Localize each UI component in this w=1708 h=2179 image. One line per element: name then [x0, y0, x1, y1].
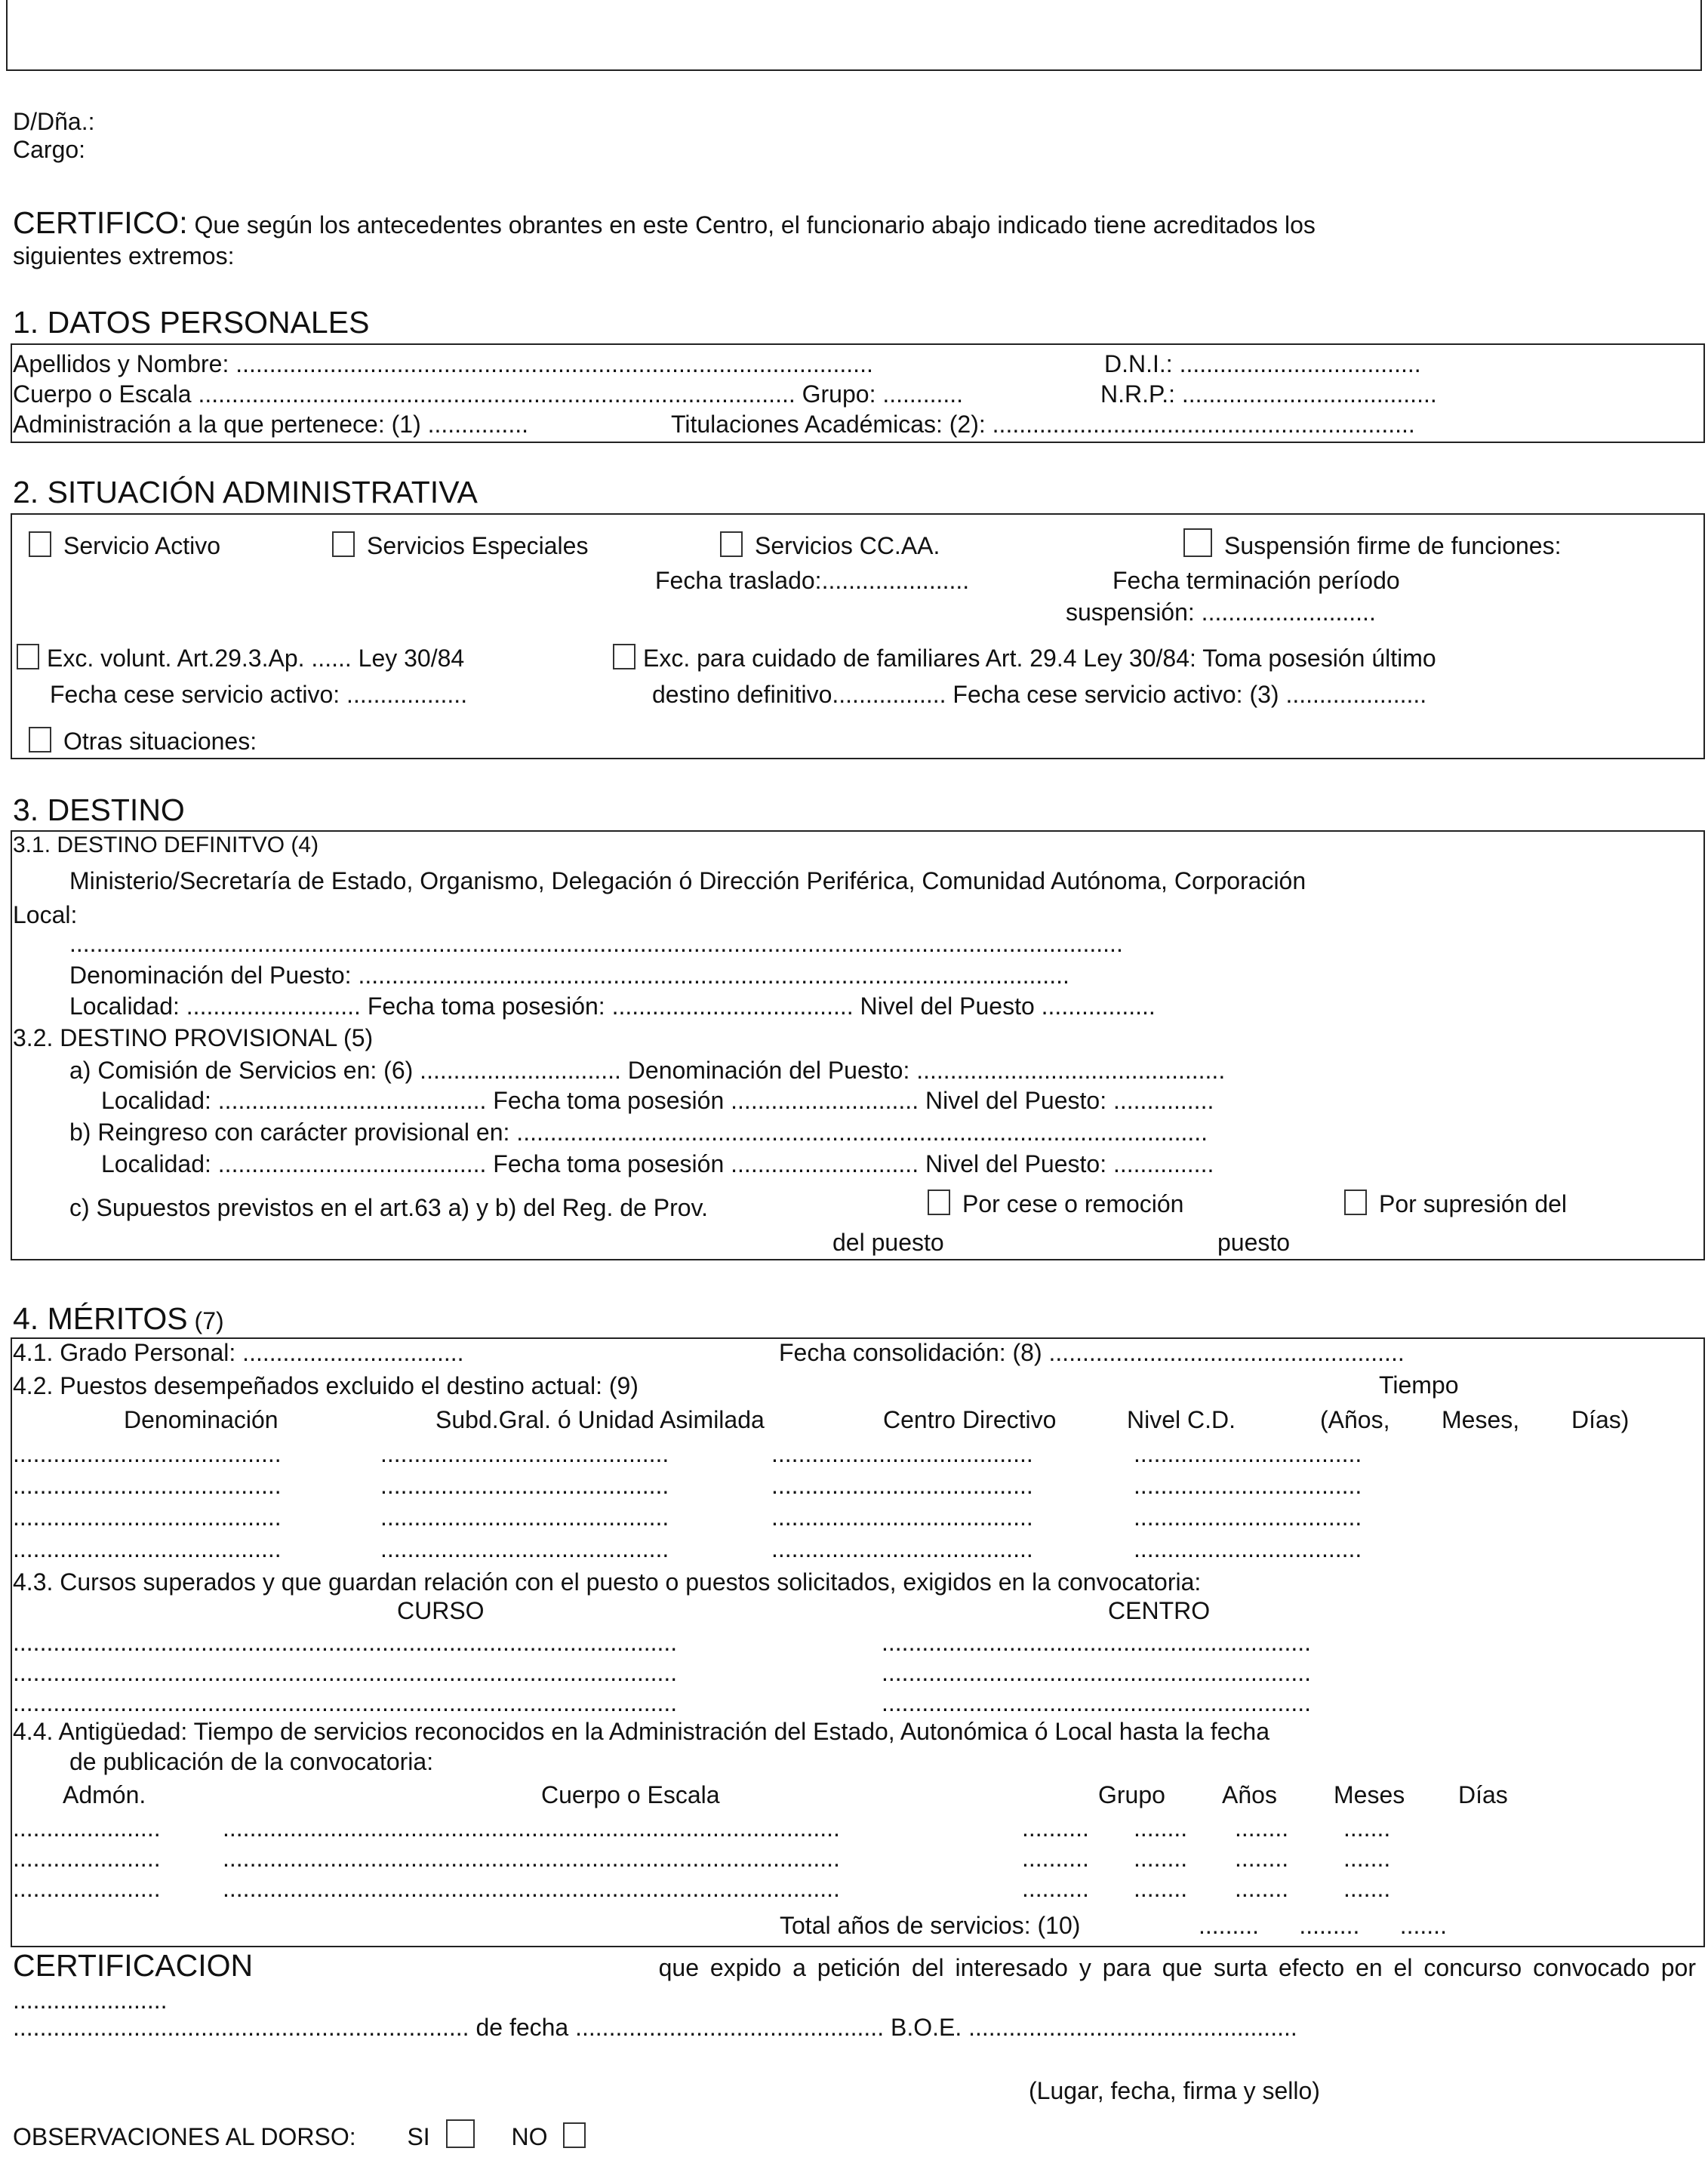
certificacion-text: que expido a petición del interesado y para que surta efecto en el concurso convocado por: [658, 1954, 1696, 1981]
checkbox[interactable]: [1183, 528, 1212, 557]
fill-line[interactable]: ..................................: [1134, 1535, 1362, 1562]
fill-line[interactable]: ..........: [1022, 1875, 1089, 1902]
observaciones-label: OBSERVACIONES AL DORSO:: [13, 2123, 356, 2150]
fill-line[interactable]: ...................................................................................................: [13, 1659, 678, 1686]
checkbox[interactable]: [17, 644, 39, 669]
fill-line[interactable]: ...................................................................................................: [13, 1689, 678, 1716]
comision-localidad: Localidad: ........................................ Fecha toma posesión ............................ Nivel del Puesto: ...............: [101, 1087, 1214, 1114]
fecha-traslado: Fecha traslado:......................: [655, 567, 970, 594]
tiempo-label: Tiempo: [1379, 1371, 1459, 1399]
certificacion-line: [13, 1950, 1696, 1981]
opt-servicios-ccaa[interactable]: [720, 531, 940, 558]
curso-header: CURSO: [397, 1597, 485, 1624]
opt-servicios-especiales[interactable]: [332, 531, 588, 558]
comision-servicios: a) Comisión de Servicios en: (6) .............................. Denominación del Puesto: ..............................................: [69, 1057, 1226, 1084]
certifico-text: Que según los antecedentes obrantes en este Centro, el funcionario abajo indicado tiene acreditados los: [194, 211, 1316, 239]
col-centro: Centro Directivo: [883, 1406, 1057, 1433]
exc2-destino: destino definitivo................. Fecha cese servicio activo: (3) .....................: [652, 681, 1427, 708]
opt-otras-situaciones[interactable]: [29, 727, 257, 753]
reingreso: b) Reingreso con carácter provisional en: .......................................................................................................: [69, 1119, 1208, 1146]
checkbox[interactable]: [720, 531, 743, 557]
fecha-consolidacion: Fecha consolidación: (8) .....................................................: [779, 1339, 1405, 1366]
fill-line[interactable]: ......................: [13, 1845, 161, 1872]
s1-cuerpo: Cuerpo o Escala ......................................................................................... Grupo: ............: [13, 380, 964, 408]
certifico-word: CERTIFICO:: [13, 205, 188, 240]
fill-line[interactable]: ........: [1235, 1814, 1289, 1842]
fill-line[interactable]: ..................................: [1134, 1503, 1362, 1531]
puestos-desempenados: 4.2. Puestos desempeñados excluido el destino actual: (9): [13, 1372, 639, 1399]
fill-line[interactable]: ........................................: [13, 1472, 282, 1499]
opt-label: Exc. volunt. Art.29.3.Ap. ...... Ley 30/84: [47, 645, 465, 672]
fill-line[interactable]: ........: [1235, 1875, 1289, 1902]
opt-servicio-activo[interactable]: [29, 531, 220, 558]
cursos-superados: 4.3. Cursos superados y que guardan relación con el puesto o puestos solicitados, exigidos en la convocatoria:: [13, 1568, 1202, 1596]
fill-line[interactable]: ........: [1134, 1814, 1188, 1842]
checkbox[interactable]: [29, 531, 51, 557]
fill-line[interactable]: ............................................................................................: [223, 1875, 840, 1902]
antiguedad-2: de publicación de la convocatoria:: [69, 1748, 434, 1775]
col44-cuerpo: Cuerpo o Escala: [541, 1781, 720, 1808]
fill-line[interactable]: .......: [1343, 1814, 1391, 1842]
top-header-box: [6, 0, 1702, 71]
puesto: puesto: [1217, 1229, 1291, 1256]
fill-line[interactable]: ...................................................................................................: [13, 1629, 678, 1656]
opt-suspension[interactable]: [1183, 528, 1561, 558]
section-4-title-text: 4. MÉRITOS: [13, 1301, 188, 1336]
fill-line[interactable]: ..................................: [1134, 1472, 1362, 1499]
fill-line[interactable]: ............................................................................................: [223, 1814, 840, 1842]
fill-line[interactable]: .......................................: [771, 1472, 1033, 1499]
fill-line[interactable]: ...........................................: [380, 1440, 669, 1467]
checkbox[interactable]: [928, 1190, 950, 1215]
destino-line: .............................................................................................................................................................: [69, 930, 1123, 957]
lugar-fecha-firma: (Lugar, fecha, firma y sello): [1029, 2077, 1320, 2104]
fill-line[interactable]: .......................................: [771, 1535, 1033, 1562]
s1-titulaciones: Titulaciones Académicas: (2): ...............................................................: [671, 411, 1415, 438]
col-meses: Meses,: [1442, 1406, 1520, 1433]
section-3-title: 3. DESTINO: [13, 793, 185, 827]
section-2-title: 2. SITUACIÓN ADMINISTRATIVA: [13, 475, 478, 509]
opt-exc-voluntaria[interactable]: [17, 644, 464, 670]
opt-label: Servicios CC.AA.: [755, 532, 940, 559]
opt-cese-remocion[interactable]: [928, 1190, 1183, 1216]
fill-line[interactable]: .......................................: [771, 1440, 1033, 1467]
centro-header: CENTRO: [1108, 1597, 1211, 1624]
no-label: NO: [511, 2123, 548, 2150]
destino-localidad: Localidad: .......................... Fecha toma posesión: .................................... Nivel del Puesto .................: [69, 993, 1156, 1020]
col44-meses: Meses: [1334, 1781, 1405, 1808]
fill-line[interactable]: ........: [1134, 1845, 1188, 1872]
fill-line[interactable]: ............................................................................................: [223, 1845, 840, 1872]
fill-line[interactable]: ................................................................: [882, 1629, 1311, 1656]
fill-line[interactable]: .......................................: [771, 1503, 1033, 1531]
certifico-line1: [13, 205, 1316, 240]
fill-line[interactable]: ...........................................: [380, 1535, 669, 1562]
col-dias: Días): [1571, 1406, 1630, 1433]
fill-line[interactable]: ...........................................: [380, 1472, 669, 1499]
opt-label: Servicios Especiales: [367, 532, 589, 559]
antiguedad: 4.4. Antigüedad: Tiempo de servicios reconocidos en la Administración del Estado, Autonómica ó Local hasta la fecha: [13, 1718, 1270, 1745]
destino-organismo: Ministerio/Secretaría de Estado, Organismo, Delegación ó Dirección Periférica, Comunidad Autónoma, Corporación: [69, 867, 1306, 894]
section-4-title: [13, 1303, 224, 1334]
fill-line[interactable]: ................................................................: [882, 1659, 1311, 1686]
checkbox[interactable]: [613, 644, 635, 669]
s1-apellidos: Apellidos y Nombre: ...............................................................................................: [13, 350, 873, 377]
opt-label: Exc. para cuidado de familiares Art. 29.4 Ley 30/84: Toma posesión último: [643, 645, 1436, 672]
fecha-terminacion: Fecha terminación período: [1113, 567, 1400, 594]
opt-label: Por supresión del: [1379, 1190, 1568, 1217]
exc1-fecha-cese: Fecha cese servicio activo: ..................: [50, 681, 468, 708]
observaciones-row: [13, 2119, 598, 2149]
si-checkbox[interactable]: [446, 2119, 475, 2148]
opt-supresion[interactable]: [1344, 1190, 1567, 1216]
opt-label: Suspensión firme de funciones:: [1224, 532, 1562, 559]
fill-line[interactable]: ...........................................: [380, 1503, 669, 1531]
destino-definitivo: 3.1. DESTINO DEFINITVO (4): [13, 833, 319, 857]
certifico-line2: siguientes extremos:: [13, 242, 235, 269]
name-label: D/Dña.:: [13, 108, 95, 135]
opt-label: Servicio Activo: [63, 532, 221, 559]
si-label: SI: [407, 2123, 430, 2150]
opt-label: Por cese o remoción: [962, 1190, 1184, 1217]
s1-administracion: Administración a la que pertenece: (1) ...............: [13, 411, 528, 438]
certificacion-word: CERTIFICACION: [13, 1948, 254, 1983]
reingreso-localidad: Localidad: ........................................ Fecha toma posesión ............................ Nivel del Puesto: ...............: [101, 1150, 1214, 1177]
col44-anos: Años: [1222, 1781, 1277, 1808]
fill-line[interactable]: ................................................................: [882, 1689, 1311, 1716]
checkbox[interactable]: [1344, 1190, 1367, 1215]
col-nivel: Nivel C.D.: [1127, 1406, 1236, 1433]
no-checkbox[interactable]: [563, 2122, 586, 2148]
col-anos: (Años,: [1320, 1406, 1390, 1433]
fill-line[interactable]: ..................................: [1134, 1440, 1362, 1467]
certificacion-dots: .......................: [13, 1987, 168, 2014]
s1-nrp: N.R.P.: ......................................: [1100, 380, 1437, 408]
del-puesto: del puesto: [832, 1229, 944, 1256]
fill-line[interactable]: ........: [1134, 1875, 1188, 1902]
col44-grupo: Grupo: [1098, 1781, 1165, 1808]
fill-line[interactable]: .......: [1343, 1875, 1391, 1902]
grado-personal: 4.1. Grado Personal: .................................: [13, 1339, 464, 1366]
opt-exc-familiares[interactable]: [613, 644, 1436, 670]
destino-local: Local:: [13, 901, 78, 928]
checkbox[interactable]: [332, 531, 355, 557]
destino-denominacion: Denominación del Puesto: ..........................................................................................................: [69, 962, 1069, 989]
fill-line[interactable]: ........................................: [13, 1535, 282, 1562]
checkbox[interactable]: [29, 727, 51, 752]
fill-line[interactable]: ..........: [1022, 1845, 1089, 1872]
suspension-date: suspensión: ..........................: [1066, 599, 1376, 626]
fill-line[interactable]: ........: [1235, 1845, 1289, 1872]
fill-line[interactable]: ......................: [13, 1875, 161, 1902]
fill-line[interactable]: .......: [1343, 1845, 1391, 1872]
certificacion-fecha: .................................................................... de fecha .............................................. B.O.E. .................................................: [13, 2014, 1297, 2041]
opt-label: Otras situaciones:: [63, 728, 257, 755]
col44-admon: Admón.: [63, 1781, 146, 1808]
supuestos: c) Supuestos previstos en el art.63 a) y b) del Reg. de Prov.: [69, 1194, 709, 1221]
s1-dni: D.N.I.: ....................................: [1104, 350, 1421, 377]
destino-provisional: 3.2. DESTINO PROVISIONAL (5): [13, 1024, 374, 1051]
fill-line[interactable]: ......................: [13, 1814, 161, 1842]
fill-line[interactable]: ........................................: [13, 1503, 282, 1531]
total-dots: ......... ......... .......: [1199, 1912, 1447, 1939]
col44-dias: Días: [1458, 1781, 1508, 1808]
col-subd: Subd.Gral. ó Unidad Asimilada: [435, 1406, 765, 1433]
section-4-note: (7): [194, 1307, 224, 1334]
section-1-title: 1. DATOS PERSONALES: [13, 305, 370, 340]
fill-line[interactable]: ........................................: [13, 1440, 282, 1467]
col-denominacion: Denominación: [124, 1406, 279, 1433]
fill-line[interactable]: ..........: [1022, 1814, 1089, 1842]
total-anos: Total años de servicios: (10): [780, 1912, 1081, 1939]
cargo-label: Cargo:: [13, 136, 86, 163]
